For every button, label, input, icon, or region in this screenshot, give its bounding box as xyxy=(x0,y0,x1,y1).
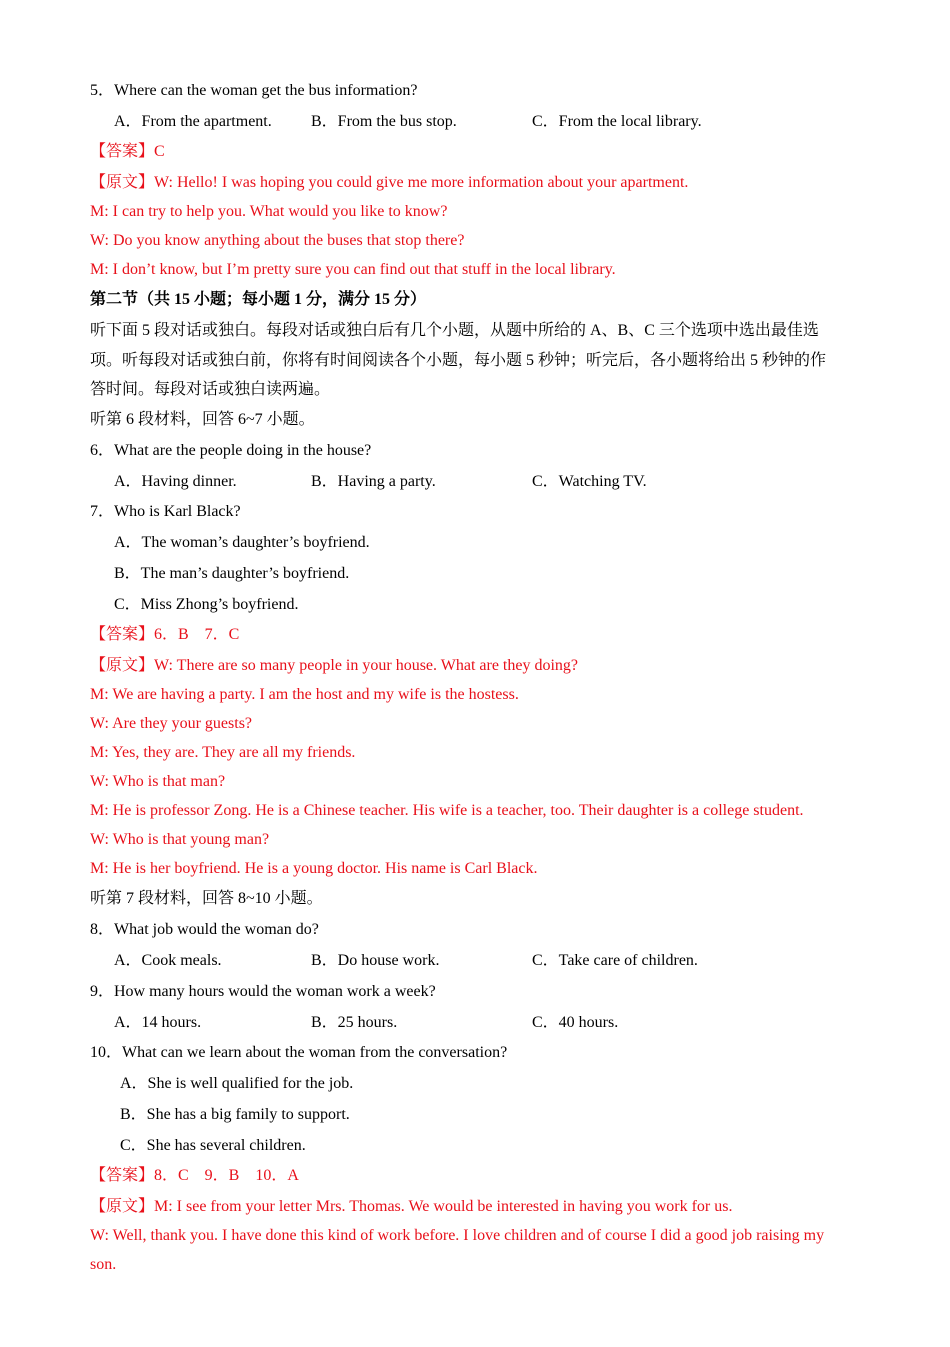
transcript-8-10-line-3: son. xyxy=(90,1256,117,1273)
transcript-6-7-line-4: M: Yes, they are. They are all my friends. xyxy=(90,744,356,761)
answer-5: 【答案】C xyxy=(90,143,165,160)
transcript-6-7-line-1: 【原文】W: There are so many people in your house. What are they doing? xyxy=(90,657,579,674)
question-10-stem: 10．What can we learn about the woman from the conversation? xyxy=(90,1044,508,1061)
question-7-option-c: C．Miss Zhong’s boyfriend. xyxy=(114,596,299,613)
transcript-6-7-line-6: M: He is professor Zong. He is a Chinese teacher. His wife is a teacher, too. Their daughter is a college student. xyxy=(90,802,804,819)
question-7-option-b: B．The man’s daughter’s boyfriend. xyxy=(114,565,350,582)
section-2-heading: 第二节（共 15 小题；每小题 1 分，满分 15 分） xyxy=(90,291,427,308)
transcript-6-7-line-7: W: Who is that young man? xyxy=(90,831,270,848)
passage-6-instruction: 听第 6 段材料，回答 6~7 小题。 xyxy=(90,411,315,428)
question-9-stem: 9．How many hours would the woman work a week? xyxy=(90,983,436,1000)
question-10-option-a: A．She is well qualified for the job. xyxy=(120,1075,354,1092)
question-10-option-b: B．She has a big family to support. xyxy=(120,1106,350,1123)
transcript-5-line-1: 【原文】W: Hello! I was hoping you could give me more information about your apartment. xyxy=(90,174,689,191)
question-5-option-a: A．From the apartment. xyxy=(114,113,272,130)
question-8-option-b: B．Do house work. xyxy=(311,952,440,969)
section-2-instructions-line-3: 答时间。每段对话或独白读两遍。 xyxy=(90,381,331,398)
question-9-option-b: B．25 hours. xyxy=(311,1014,398,1031)
transcript-8-10-line-2: W: Well, thank you. I have done this kind of work before. I love children and of course I did a good job raising my xyxy=(90,1227,825,1244)
transcript-5-line-4: M: I don’t know, but I’m pretty sure you can find out that stuff in the local library. xyxy=(90,261,616,278)
question-5-option-b: B．From the bus stop. xyxy=(311,113,457,130)
question-7-stem: 7．Who is Karl Black? xyxy=(90,503,241,520)
question-8-option-c: C．Take care of children. xyxy=(532,952,698,969)
transcript-6-7-line-5: W: Who is that man? xyxy=(90,773,226,790)
passage-7-instruction: 听第 7 段材料，回答 8~10 小题。 xyxy=(90,890,323,907)
section-2-instructions-line-1: 听下面 5 段对话或独白。每段对话或独白后有几个小题，从题中所给的 A、B、C 三个选项中选出最佳选 xyxy=(90,322,819,339)
question-8-stem: 8．What job would the woman do? xyxy=(90,921,319,938)
transcript-5-line-3: W: Do you know anything about the buses that stop there? xyxy=(90,232,465,249)
question-6-option-b: B．Having a party. xyxy=(311,473,436,490)
question-9-option-c: C．40 hours. xyxy=(532,1014,619,1031)
answer-6-7: 【答案】6．B 7．C xyxy=(90,626,240,643)
question-5-option-c: C．From the local library. xyxy=(532,113,702,130)
question-6-option-c: C．Watching TV. xyxy=(532,473,647,490)
transcript-6-7-line-2: M: We are having a party. I am the host and my wife is the hostess. xyxy=(90,686,519,703)
transcript-6-7-line-8: M: He is her boyfriend. He is a young doctor. His name is Carl Black. xyxy=(90,860,538,877)
transcript-6-7-line-3: W: Are they your guests? xyxy=(90,715,253,732)
question-7-option-a: A．The woman’s daughter’s boyfriend. xyxy=(114,534,370,551)
transcript-8-10-line-1: 【原文】M: I see from your letter Mrs. Thomas. We would be interested in having you work for us. xyxy=(90,1198,733,1215)
question-6-option-a: A．Having dinner. xyxy=(114,473,237,490)
transcript-5-line-2: M: I can try to help you. What would you like to know? xyxy=(90,203,448,220)
question-8-option-a: A．Cook meals. xyxy=(114,952,222,969)
answer-8-10: 【答案】8．C 9．B 10．A xyxy=(90,1167,299,1184)
question-6-stem: 6．What are the people doing in the house? xyxy=(90,442,372,459)
question-9-option-a: A．14 hours. xyxy=(114,1014,202,1031)
question-5-stem: 5．Where can the woman get the bus information? xyxy=(90,82,418,99)
section-2-instructions-line-2: 项。听每段对话或独白前，你将有时间阅读各个小题，每小题 5 秒钟；听完后，各小题将给出 5 秒钟的作 xyxy=(90,352,827,369)
question-10-option-c: C．She has several children. xyxy=(120,1137,306,1154)
